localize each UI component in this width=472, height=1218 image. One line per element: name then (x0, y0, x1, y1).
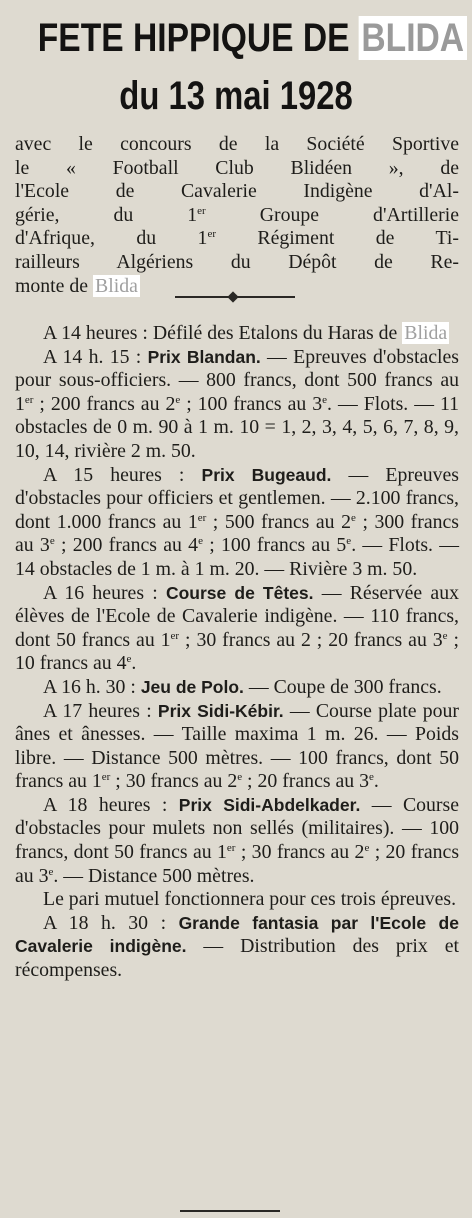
event-text: — Course plate pour ânes et ânesses. — Taille maxima 1 m. 26. — Poids libre. — Distance 500 mètres. — 100 francs, dont 50 francs au 1er ; 30 francs au 2e ; 20 francs au 3e. (15, 699, 459, 793)
intro-line: avec le concours de la Société Sportive (15, 133, 459, 155)
event-name: Jeu de Polo. (140, 676, 244, 697)
event-lead: A 17 heures : (43, 699, 158, 722)
event-item (15, 346, 459, 464)
title-city: BLIDA (359, 16, 467, 60)
event-name: Prix Sidi-Kébir. (157, 700, 284, 721)
event-item (15, 676, 459, 700)
event-name: Grande fantasia par l'Ecole de Cavalerie indigène. (15, 912, 459, 957)
page-title (37, 8, 465, 68)
event-lead: Le pari mutuel fonctionnera pour ces trois épreuves. (43, 888, 457, 911)
event-lead: A 16 h. 30 : (43, 675, 141, 698)
event-item (15, 888, 459, 912)
page-date: du 13 mai 1928 (119, 74, 353, 118)
event-lead: A 15 heures : (43, 463, 202, 486)
event-lead: A 18 h. 30 : (43, 911, 179, 934)
event-item (15, 912, 459, 983)
event-name: Prix Sidi-Abdelkader. (178, 794, 361, 815)
event-item (15, 464, 459, 582)
intro-line: le « Football Club Blidéen », de (15, 156, 459, 179)
intro-line: railleurs Algériens du Dépôt de Re- (15, 250, 459, 273)
section-divider (175, 296, 295, 298)
intro-line: d'Afrique, du 1er Régiment de Ti- (15, 227, 459, 250)
event-text: — Coupe de 300 francs. (243, 675, 442, 698)
event-item (15, 322, 459, 346)
event-text: — Course d'obstacles pour mulets non sellés (militaires). — 100 francs, dont 50 francs au 1er ; 30 francs au 2e ; 20 francs au 3e. — Distance 500 mètres. (15, 793, 460, 887)
event-lead: A 16 heures : (43, 581, 166, 604)
intro-paragraph (15, 133, 459, 298)
event-text: — Distribution des prix et récompenses. (15, 935, 459, 982)
program-list (15, 322, 459, 983)
event-lead: A 14 heures : Défilé des Etalons du Haras de (43, 322, 403, 344)
intro-city: Blida (95, 274, 138, 297)
event-city: Blida (404, 322, 448, 344)
event-name: Prix Blandan. (147, 346, 261, 367)
title-main: FETE HIPPIQUE DE (37, 16, 359, 60)
event-text: — Epreuves d'obstacles pour sous-officiers. — 800 francs, dont 500 francs au 1er ; 200 francs au 2e ; 100 francs au 3e. — Flots. — 11 obstacles de 0 m. 90 à 1 m. 10 = 1, 2, 3, 4, 5, 6, 7, 8, 9, 10, 14, rivière 2 m. 50. (15, 345, 459, 462)
event-name: Prix Bugeaud. (201, 464, 332, 485)
intro-line: gérie, du 1er Groupe d'Artillerie (15, 203, 460, 226)
event-item (15, 700, 459, 794)
event-text: — Réservée aux élèves de l'Ecole de Cavalerie indigène. — 110 francs, dont 50 francs au 1er ; 30 francs au 2 ; 20 francs au 3e ; 10 francs au 4e. (15, 581, 459, 675)
event-lead: A 18 heures : (43, 793, 179, 816)
event-item (15, 582, 459, 676)
intro-line: l'Ecole de Cavalerie Indigène d'Al- (15, 180, 459, 203)
bottom-divider (180, 1210, 280, 1212)
event-name: Course de Têtes. (165, 582, 314, 603)
intro-last-prefix: monte de (15, 274, 94, 297)
event-lead: A 14 h. 15 : (43, 345, 148, 368)
event-text: — Epreuves d'obstacles pour officiers et gentlemen. — 2.100 francs, dont 1.000 francs au 1er ; 500 francs au 2e ; 300 francs au 3e ; 200 francs au 4e ; 100 francs au 5e. — Flots. — 14 obstacles de 1 m. à 1 m. 20. — Rivière 3 m. 50. (15, 463, 460, 580)
event-item (15, 794, 459, 888)
